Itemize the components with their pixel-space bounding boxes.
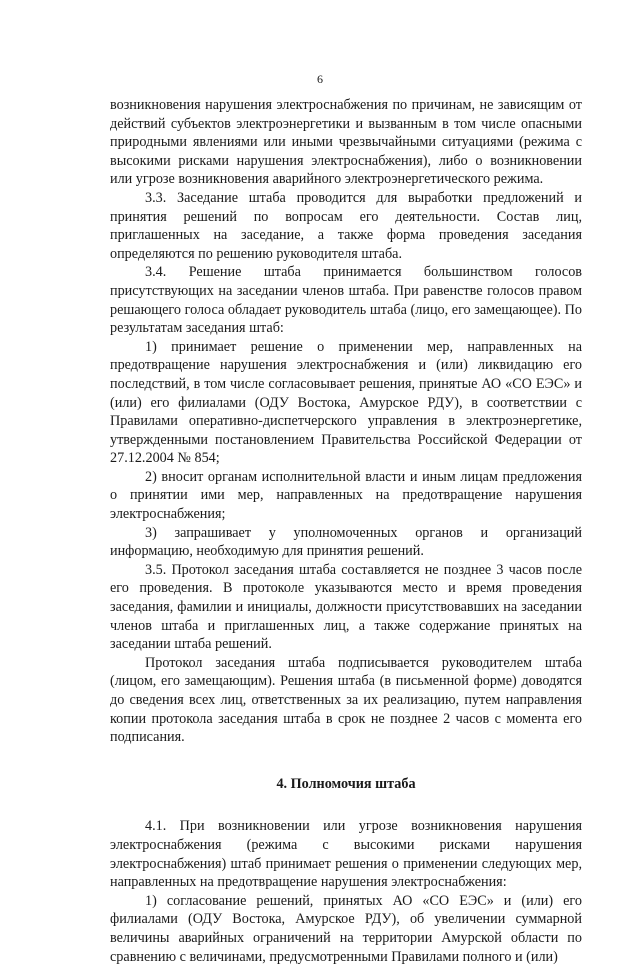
paragraph-4-1: 4.1. При возникновении или угрозе возникновения нарушения электроснабжения (режима с высокими рисками нарушения электроснабжения) штаб принимает решения о применении следующих мер, направленных на предотвращение нарушения электроснабжения: bbox=[110, 818, 582, 891]
section-title: 4. Полномочия штаба bbox=[276, 775, 416, 792]
page-number: 6 bbox=[317, 72, 323, 86]
paragraph-3-4: 3.4. Решение штаба принимается большинством голосов присутствующих на заседании членов штаба. При равенстве голосов правом решающего голоса обладает руководитель штаба (лицо, его замещающее). По результатам заседания штаб: bbox=[110, 264, 582, 337]
paragraph-protocol: Протокол заседания штаба подписывается руководителем штаба (лицом, его замещающим). Решения штаба (в письменной форме) доводятся до сведения всех лиц, ответственных за их реализацию, путем направления копии протокола заседания штаба в срок не позднее 2 часов с момента его подписания. bbox=[110, 654, 582, 746]
paragraph-continuation: возникновения нарушения электроснабжения по причинам, не зависящим от действий субъектов электроэнергетики и вызванным в том числе опасными природными явлениями или иными чрезвычайными ситуациями (режима с высокими рисками нарушения электроснабжения), либо о возникновении или угрозе возникновения аварийного электроэнергетического режима. bbox=[110, 97, 582, 188]
list-item-4-1-1: 1) согласование решений, принятых АО «СО ЕЭС» и (или) его филиалами (ОДУ Востока, Амурское РДУ), об увеличении суммарной величины аварийных ограничений на территории Амурской области по сравнению с величинами, предусмотренными Правилами полного и (или) bbox=[110, 892, 582, 965]
paragraph-3-5: 3.5. Протокол заседания штаба составляется не позднее 3 часов после его проведения. В протоколе указываются место и время проведения заседания, фамилии и инициалы, должности присутствовавших на заседании членов штаба и приглашенных лиц, а также содержание принятых на заседании штаба решений. bbox=[110, 561, 582, 653]
list-item-2: 2) вносит органам исполнительной власти и иным лицам предложения о принятии ими мер, направленных на предотвращение нарушения электроснабжения; bbox=[110, 468, 582, 523]
document-body bbox=[110, 96, 582, 966]
list-item-1: 1) принимает решение о применении мер, направленных на предотвращение нарушения электроснабжения и (или) ликвидацию его последствий, в том числе согласовывает решения, принятые АО «СО ЕЭС» и (или) его филиалами (ОДУ Востока, Амурское РДУ), в соответствии с Правилами оперативно-диспетчерского управления в электроэнергетике, утвержденными постановлением Правительства Российской Федерации от 27.12.2004 № 854; bbox=[110, 338, 582, 467]
paragraph-3-3: 3.3. Заседание штаба проводится для выработки предложений и принятия решений по вопросам его деятельности. Состав лиц, приглашенных на заседание, а также форма проведения заседания определяются по решению руководителя штаба. bbox=[110, 189, 582, 262]
list-item-3: 3) запрашивает у уполномоченных органов и организаций информацию, необходимую для принятия решений. bbox=[110, 524, 582, 560]
